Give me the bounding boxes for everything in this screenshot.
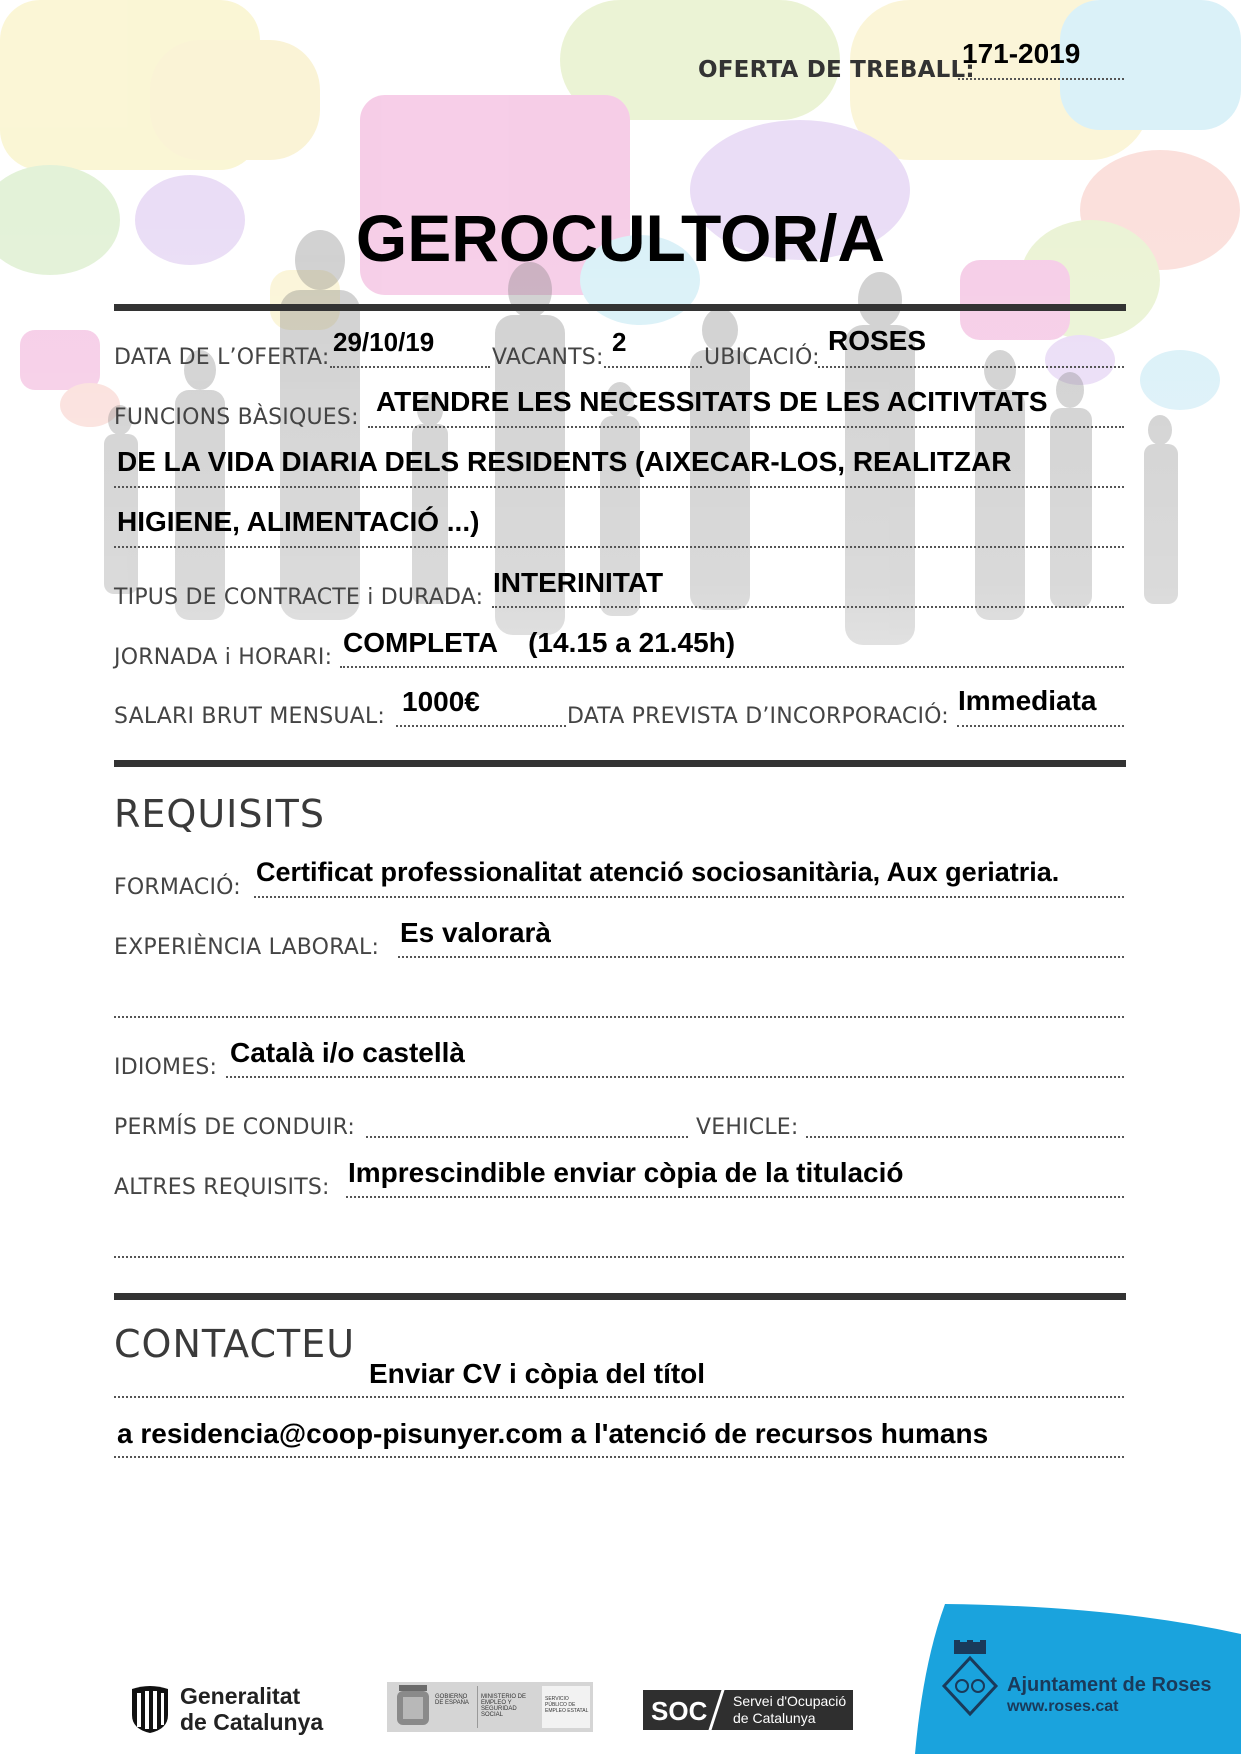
- functions-line-2: DE LA VIDA DIARIA DELS RESIDENTS (AIXECAR-LOS, REALITZAR: [117, 446, 1012, 477]
- languages-label: IDIOMES:: [114, 1055, 218, 1080]
- functions-dots-1: [368, 426, 1124, 428]
- offer-date-label: DATA DE L’OFERTA:: [114, 345, 330, 370]
- training-label: FORMACIÓ:: [114, 875, 241, 900]
- offer-number-label: OFERTA DE TREBALL:: [698, 57, 975, 83]
- offer-date-dots: [330, 366, 490, 368]
- other-requirements-value: Imprescindible enviar còpia de la titulació: [348, 1157, 904, 1188]
- other-requirements-label: ALTRES REQUISITS:: [114, 1175, 330, 1200]
- generalitat-line-2: de Catalunya: [180, 1709, 324, 1735]
- generalitat-line-1: Generalitat: [180, 1683, 301, 1709]
- training-value: Certificat professionalitat atenció sociosanitària, Aux geriatria.: [256, 857, 1060, 887]
- offer-number-dots: [958, 78, 1124, 80]
- generalitat-logo: [128, 1683, 338, 1737]
- ministry-text-3: SERVICIO PÚBLICO DE EMPLEO ESTATAL: [545, 1696, 589, 1714]
- location-value: ROSES: [828, 325, 927, 356]
- soc-slash: [708, 1688, 725, 1732]
- ajuntament-name: Ajuntament de Roses: [1007, 1674, 1212, 1696]
- ministry-logo: [387, 1682, 593, 1732]
- start-date-label: DATA PREVISTA D’INCORPORACIÓ:: [567, 704, 949, 729]
- ministry-sepe-box: [542, 1686, 590, 1728]
- page-title: GEROCULTOR/A: [355, 201, 886, 275]
- other-requirements-dots: [346, 1196, 1124, 1198]
- experience-value: Es valorarà: [400, 917, 551, 948]
- contract-dots: [492, 606, 1124, 608]
- ministry-text-2: MINISTERIO DE EMPLEO Y SEGURIDAD SOCIAL: [481, 1694, 527, 1718]
- generalitat-emblem-icon: [128, 1685, 172, 1735]
- contact-dots-2: [114, 1456, 1124, 1458]
- functions-line-1: ATENDRE LES NECESSITATS DE LES ACITIVTATS: [376, 386, 1048, 417]
- start-date-dots: [957, 725, 1124, 727]
- location-dots: [818, 366, 1124, 368]
- spain-coat-of-arms-icon: [393, 1685, 433, 1729]
- experience-dots-2: [114, 1016, 1124, 1018]
- experience-label: EXPERIÈNCIA LABORAL:: [114, 935, 380, 960]
- soc-abbreviation: SOC: [651, 1696, 708, 1726]
- ajuntament-url: www.roses.cat: [1007, 1698, 1119, 1715]
- schedule-dots: [340, 666, 1124, 668]
- functions-dots-2: [114, 486, 1124, 488]
- offer-date-value: 29/10/19: [333, 327, 435, 357]
- other-requirements-dots-2: [114, 1256, 1124, 1258]
- contract-value: INTERINITAT: [493, 567, 664, 598]
- bottom-divider: [114, 1293, 1126, 1300]
- vacancies-label: VACANTS:: [492, 345, 604, 370]
- start-date-value: Immediata: [958, 685, 1097, 716]
- vacancies-dots: [604, 366, 702, 368]
- roses-coat-of-arms-icon: [940, 1640, 1000, 1720]
- driving-license-dots: [366, 1136, 688, 1138]
- functions-label: FUNCIONS BÀSIQUES:: [114, 405, 359, 430]
- soc-logo: [643, 1690, 853, 1730]
- soc-line-1: Servei d'Ocupació: [733, 1693, 847, 1709]
- vehicle-dots: [806, 1136, 1124, 1138]
- training-dots: [254, 896, 1124, 898]
- schedule-value: COMPLETA (14.15 a 21.45h): [343, 627, 736, 658]
- languages-dots: [226, 1076, 1124, 1078]
- languages-value: Català i/o castellà: [230, 1037, 466, 1068]
- top-divider: [114, 304, 1126, 311]
- contact-dots-1: [114, 1396, 1124, 1398]
- salary-label: SALARI BRUT MENSUAL:: [114, 704, 386, 729]
- contract-label: TIPUS DE CONTRACTE i DURADA:: [114, 585, 484, 610]
- driving-license-label: PERMÍS DE CONDUIR:: [114, 1115, 356, 1140]
- salary-value: 1000€: [402, 686, 480, 717]
- functions-dots-3: [114, 546, 1124, 548]
- location-label: UBICACIÓ:: [704, 345, 820, 370]
- ministry-separator: [477, 1686, 478, 1728]
- experience-dots: [398, 956, 1124, 958]
- functions-line-3: HIGIENE, ALIMENTACIÓ ...): [117, 506, 480, 537]
- middle-divider: [114, 760, 1126, 767]
- vehicle-label: VEHICLE:: [696, 1115, 799, 1140]
- vacancies-value: 2: [612, 327, 627, 357]
- contact-heading: CONTACTEU: [114, 1322, 356, 1366]
- offer-number-value: 171-2019: [962, 38, 1081, 69]
- salary-dots: [396, 725, 566, 727]
- schedule-label: JORNADA i HORARI:: [114, 645, 333, 670]
- ministry-text-1: GOBIERNO DE ESPAÑA: [435, 1694, 469, 1706]
- contact-line-1: Enviar CV i còpia del títol: [369, 1358, 706, 1389]
- soc-line-2: de Catalunya: [733, 1710, 816, 1726]
- contact-line-2: a residencia@coop-pisunyer.com a l'atenció de recursos humans: [117, 1418, 989, 1449]
- requirements-heading: REQUISITS: [114, 792, 326, 836]
